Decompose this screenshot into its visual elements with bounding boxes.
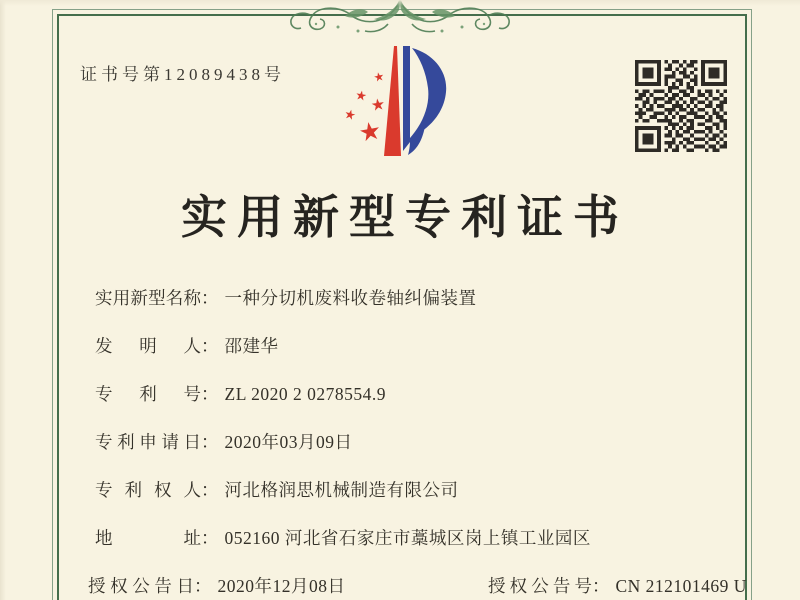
field-value: CN 212101469 U [615, 576, 747, 596]
field-colon: ： [201, 384, 219, 404]
svg-text:★: ★ [369, 94, 387, 115]
field-colon: ： [201, 432, 219, 452]
field-row-inventor [95, 333, 279, 359]
field-value: 一种分切机废料收卷轴纠偏装置 [224, 288, 477, 308]
field-value: 河北格润思机械制造有限公司 [224, 480, 459, 500]
field-label: 授权公告号 [488, 576, 592, 596]
field-label: 授权公告日 [88, 576, 194, 596]
field-row-grant [88, 573, 800, 599]
svg-text:★: ★ [372, 69, 386, 85]
field-value: ZL 2020 2 0278554.9 [224, 384, 386, 404]
field-colon: ： [201, 288, 219, 308]
field-group-grant-number [488, 573, 747, 599]
field-row-filing-date [95, 429, 353, 455]
field-row-patent-number [95, 381, 386, 407]
certificate-title: 实用新型专利证书 [181, 192, 629, 243]
field-row-address [95, 525, 591, 551]
field-value: 邵建华 [224, 336, 279, 356]
field-colon: ： [201, 528, 219, 548]
field-label: 地址 [95, 528, 201, 548]
svg-text:★: ★ [353, 88, 368, 105]
field-colon: ： [201, 480, 219, 500]
field-label: 实用新型名称 [95, 288, 201, 308]
field-label: 专利权人 [95, 480, 201, 500]
field-value: 052160 河北省石家庄市藁城区岗上镇工业园区 [224, 528, 591, 548]
qr-code [635, 60, 727, 152]
field-value: 2020年12月08日 [217, 576, 346, 596]
field-row-patentee [95, 477, 459, 503]
ornament-flourish [268, 0, 532, 36]
field-label: 发明人 [95, 336, 201, 356]
field-label: 专利申请日 [95, 432, 201, 452]
svg-text:★: ★ [356, 115, 384, 148]
field-row-utility-model-name [95, 285, 477, 311]
field-value: 2020年03月09日 [224, 432, 353, 452]
svg-text:★: ★ [342, 106, 358, 125]
certificate-number: 证书号第12089438号 [80, 65, 285, 84]
field-colon: ： [201, 336, 219, 356]
field-label: 专利号 [95, 384, 201, 404]
field-colon: ： [592, 576, 610, 596]
field-colon: ： [194, 576, 212, 596]
cnipa-patent-logo-icon [336, 46, 456, 170]
